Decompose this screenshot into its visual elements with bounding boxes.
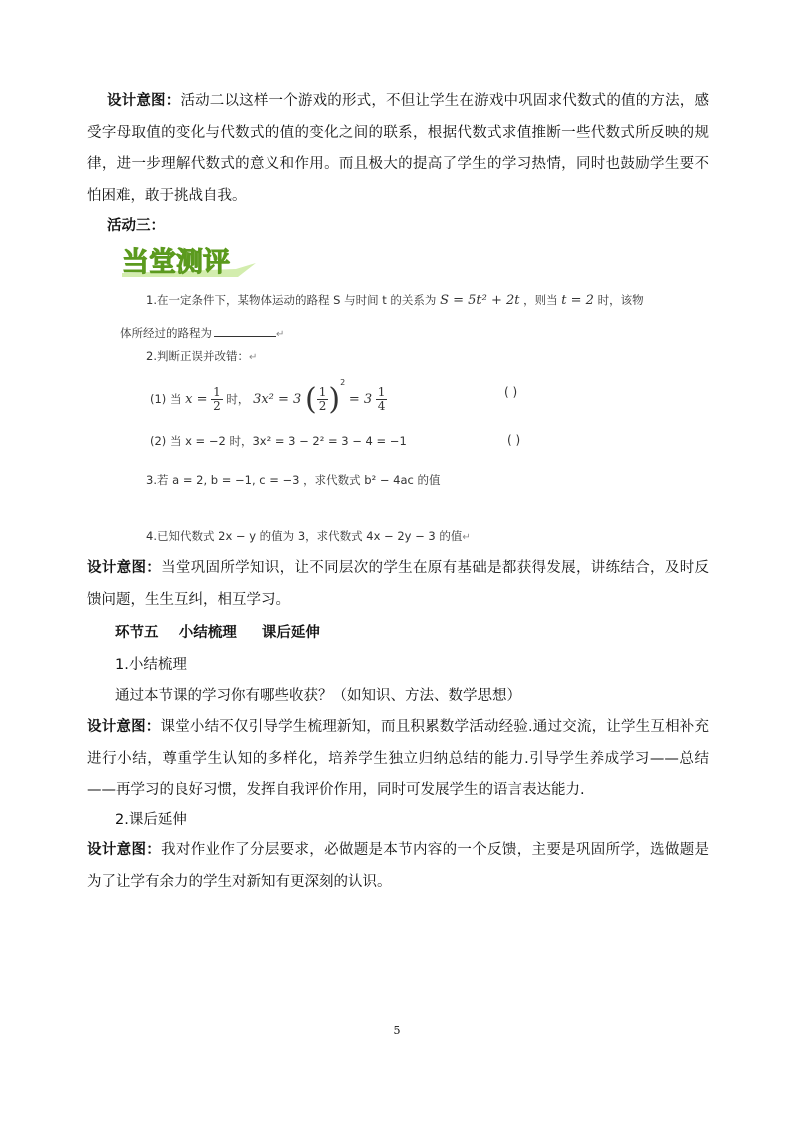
quiz-q1-line1: 1.在一定条件下，某物体运动的路程 S 与时间 t 的关系为 S = 5t² + 2t ，则当 t = 2 时，该物 (146, 293, 644, 308)
quiz-badge-logo (118, 243, 258, 279)
design-intent-label: 设计意图： (107, 93, 181, 109)
quiz-q2-title: 2.判断正误并改错：↵ (146, 349, 258, 363)
subsection-extension: 2.课后延伸 (115, 812, 187, 828)
quiz-q3: 3.若 a = 2, b = −1, c = −3 ，求代数式 b² − 4ac 的值 (146, 473, 441, 487)
quiz-q2-item2: (2) 当 x = −2 时，3x² = 3 − 2² = 3 − 4 = −1 (150, 434, 407, 448)
summary-question: 通过本节课的学习你有哪些收获？（如知识、方法、数学思想） (115, 688, 521, 704)
section-5-heading: 环节五 小结梳理 课后延伸 (115, 625, 320, 641)
quiz-q2-item2-mark: ( ) (507, 433, 521, 447)
quiz-q2-item1: (1) 当 x = $\frac{1}{2}$ 时， 3x² = 3 ( $\frac{1}{2}$ )$^2$ = 3 $\frac{1}{4}$ (150, 378, 386, 417)
quiz-q1-line2: 体所经过的路程为 ↵ (120, 326, 285, 340)
page-number: 5 (393, 1024, 401, 1037)
quiz-q2-item1-mark: ( ) (504, 385, 518, 399)
subsection-summary: 1.小结梳理 (115, 657, 187, 673)
quiz-q4: 4.已知代数式 2x − y 的值为 3，求代数式 4x − 2y − 3 的值↵ (146, 529, 471, 543)
design-intent-paragraph-3: 设计意图：课堂小结不仅引导学生梳理新知，而且积累数学活动经验.通过交流，让学生互相补充进行小结，尊重学生认知的多样化，培养学生独立归纳总结的能力.引导学生养成学习——总结——再学习的良好习惯，发挥自我评价作用，同时可发展学生的语言表达能力. (87, 719, 709, 798)
design-intent-text: 活动二以这样一个游戏的形式，不但让学生在游戏中巩固求代数式的值的方法，感受字母取值的变化与代数式的值的变化之间的联系，根据代数式求值推断一些代数式所反映的规律，进一步理解代数式的意义和作用。而且极大的提高了学生的学习热情，同时也鼓励学生要不怕困难，敢于挑战自我。 (87, 93, 709, 204)
design-intent-paragraph-4: 设计意图：我对作业作了分层要求，必做题是本节内容的一个反馈，主要是巩固所学，选做题是为了让学有余力的学生对新知有更深刻的认识。 (87, 842, 710, 890)
activity-3-heading: 活动三： (107, 218, 165, 234)
badge-text: 当堂测评 (122, 247, 230, 278)
design-intent-paragraph-1 (87, 86, 709, 212)
design-intent-paragraph-2: 设计意图：当堂巩固所学知识，让不同层次的学生在原有基础是都获得发展，讲练结合，及时反馈问题，生生互纠，相互学习。 (87, 560, 710, 608)
answer-blank (214, 324, 276, 337)
